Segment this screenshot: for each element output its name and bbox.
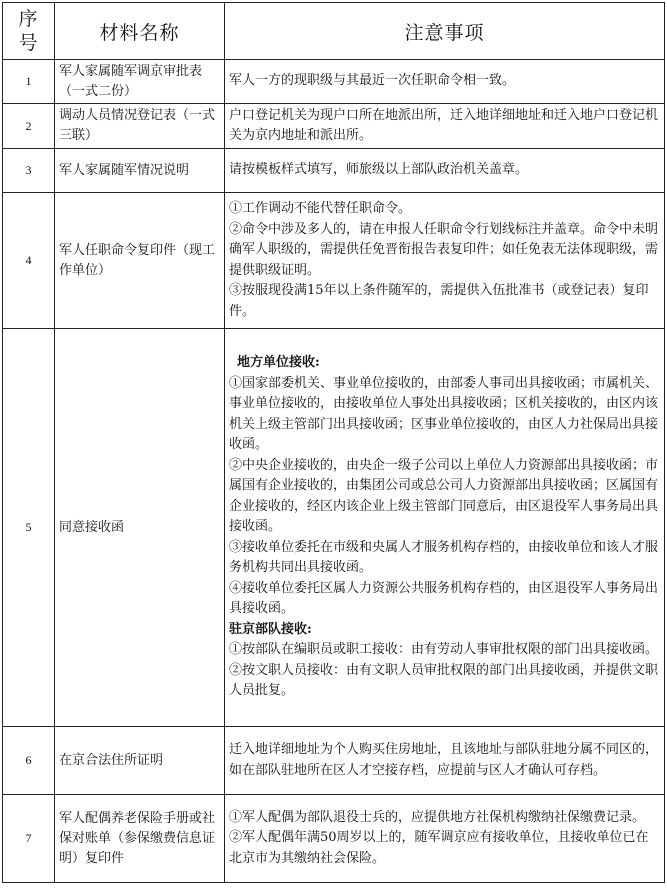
row-number: 1: [3, 60, 55, 104]
note-line: ③接收单位委托在市级和央属人才服务机构存档的，由接收单位和该人才服务机构共同出具接收函。: [229, 539, 659, 576]
material-name: 军人家属随军调京审批表（一式二份）: [55, 60, 225, 104]
material-name: 军人家属随军情况说明: [55, 149, 225, 193]
note-text: [225, 193, 665, 329]
material-name: 同意接收函: [55, 329, 225, 727]
note-line: ②命令中涉及多人的，请在申报人任职命令行划线标注并盖章。命令中未明确军人职级的，需提供任免晋衔报告表复印件；如任免表无法体现职级，需提供职级证明。: [229, 221, 659, 278]
material-name: 军人配偶养老保险手册或社保对账单（参保缴费信息证明）复印件: [55, 795, 225, 883]
table-row: [3, 329, 665, 727]
note-line: 迁入地详细地址为个人购买住房地址，且该地址与部队驻地分属不同区的，如在部队驻地所在区人才空接存档，应提前与区人才确认可存档。: [229, 742, 659, 778]
table-row: [3, 727, 665, 795]
table-row: [3, 104, 665, 149]
table-row: [3, 60, 665, 104]
table-row: [3, 149, 665, 193]
note-text: [225, 727, 665, 795]
note-line: 军人一方的现职级与其最近一次任职命令相一致。: [229, 73, 516, 89]
row-number: 2: [3, 104, 55, 149]
note-line: ①军人配偶为部队退役士兵的，应提供地方社保机构缴纳社保缴费记录。: [229, 809, 646, 825]
note-line: ①工作调动不能代替任职命令。: [229, 201, 412, 216]
header-name: 材料名称: [55, 3, 225, 60]
note-line: ②军人配偶年满50周岁以上的，随军调京应有接收单位，且接收单位已在北京市为其缴纳社会保险。: [229, 830, 649, 866]
row-number: 7: [3, 795, 55, 883]
row-number: 4: [3, 193, 55, 329]
note-line: ③按服现役满15年以上条件随军的，需提供入伍批准书（或登记表）复印件。: [229, 283, 649, 319]
header-row: [3, 3, 665, 60]
row-number: 5: [3, 329, 55, 727]
note-text: [225, 329, 665, 727]
materials-table: [2, 2, 665, 883]
material-name: 军人任职命令复印件（现工作单位）: [55, 193, 225, 329]
header-seq: [3, 3, 55, 60]
note-line: 户口登记机关为现户口所在地派出所，迁入地详细地址和迁入地户口登记机关为京内地址和派出所。: [229, 107, 659, 143]
note-line: ②按文职人员接收：由有文职人员审批权限的部门出具接收函，并提供文职人员批复。: [229, 662, 659, 699]
table-row: [3, 193, 665, 329]
row-number: 3: [3, 149, 55, 193]
table-row: [3, 795, 665, 883]
section-heading: 地方单位接收:: [237, 355, 320, 371]
note-line: ④接收单位委托区属人力资源公共服务机构存档的，由区退役军人事务局出具接收函。: [229, 580, 659, 617]
note-line: ①国家部委机关、事业单位接收的，由部委人事司出具接收函；市属机关、事业单位接收的，由接收单位人事处出具接收函；区机关接收的，由区内该机关上级主管部门出具接收函；区事业单位接收的，由区人力社保局出具接收函。: [229, 375, 659, 453]
header-seq-label: 序号: [18, 8, 39, 54]
material-name: 在京合法住所证明: [55, 727, 225, 795]
section-heading: 驻京部队接收:: [229, 621, 312, 637]
material-name: 调动人员情况登记表（一式三联）: [55, 104, 225, 149]
note-text: [225, 60, 665, 104]
row-number: 6: [3, 727, 55, 795]
note-text: [225, 149, 665, 193]
note-text: [225, 795, 665, 883]
note-line: ①按部队在编职员或职工接收：由有劳动人事审批权限的部门出具接收函。: [229, 642, 659, 658]
note-text: [225, 104, 665, 149]
header-note: 注意事项: [225, 3, 665, 60]
note-line: ②中央企业接收的，由央企一级子公司以上单位人力资源部出具接收函；市属国有企业接收的，由集团公司或总公司人力资源部出具接收函；区属国有企业接收的，经区内该企业上级主管部门同意后，由区退役军人事务局出具接收函。: [229, 457, 659, 535]
note-line: 请按模板样式填写，师旅级以上部队政治机关盖章。: [229, 162, 529, 178]
